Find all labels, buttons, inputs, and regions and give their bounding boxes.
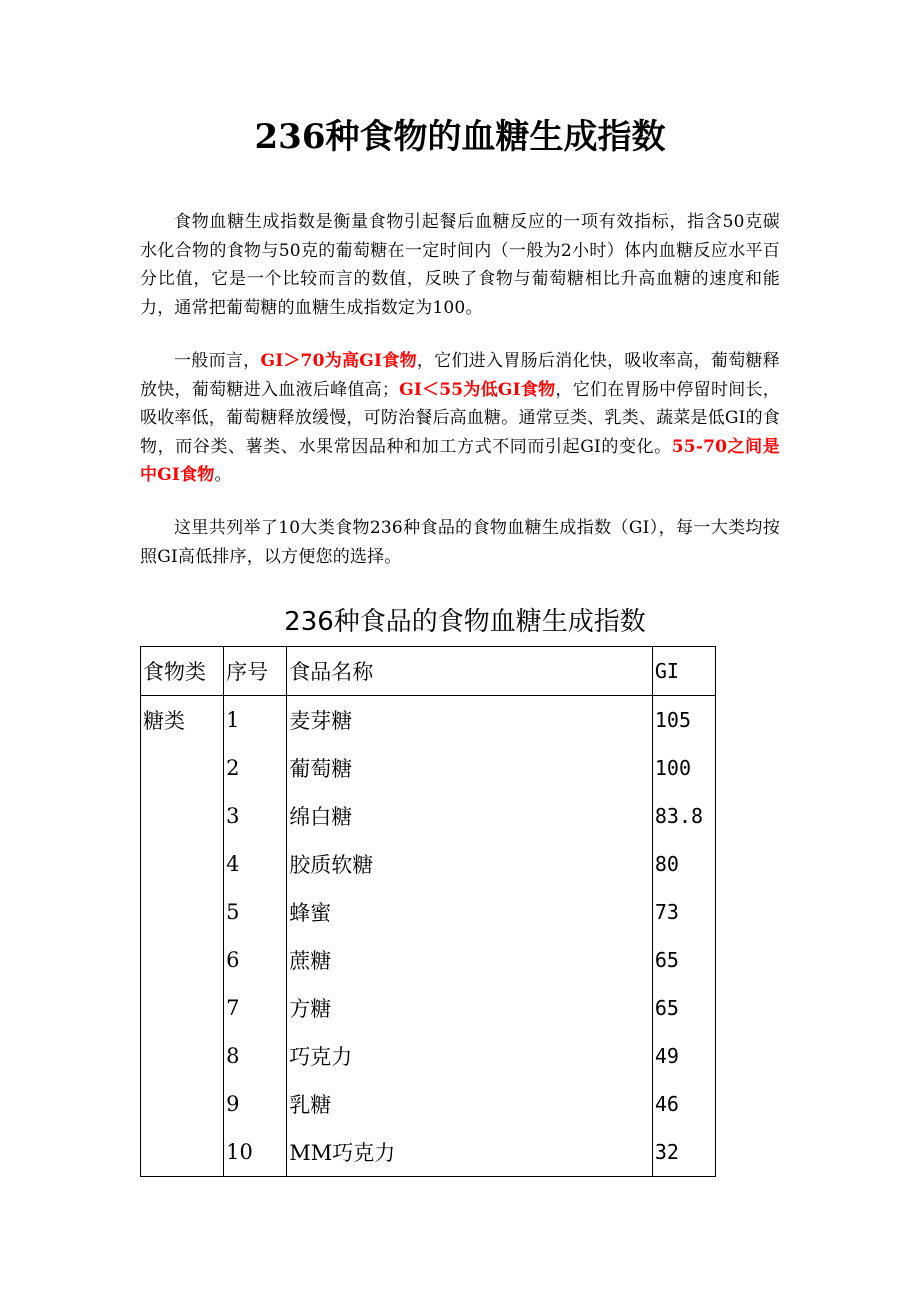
- gi-cell: 80: [652, 840, 715, 888]
- header-gi: GI: [652, 647, 715, 696]
- category-cell: [141, 840, 224, 888]
- gi-cell: 105: [652, 696, 715, 745]
- gi-cell: 65: [652, 984, 715, 1032]
- seq-cell: 8: [224, 1032, 287, 1080]
- seq-cell: 7: [224, 984, 287, 1032]
- table-row: [141, 792, 716, 840]
- paragraph-text: ，它们在胃肠中停留时间长，吸收率低，葡萄糖释放缓慢，可防治餐后高血糖。通常豆类、乳类、蔬菜是低GI的食物，而谷类、薯类、水果常因品种和加工方式不同而引起GI的变化。: [140, 379, 780, 457]
- gi-cell: 83.8: [652, 792, 715, 840]
- intro-paragraph: 食物血糖生成指数是衡量食物引起餐后血糖反应的一项有效指标，指含50克碳水化合物的食物与50克的葡萄糖在一定时间内（一般为2小时）体内血糖反应水平百分比值，它是一个比较而言的数值，反映了食物与葡萄糖相比升高血糖的速度和能力，通常把葡萄糖的血糖生成指数定为100。: [140, 212, 780, 318]
- seq-cell: 2: [224, 744, 287, 792]
- seq-cell: 5: [224, 888, 287, 936]
- category-cell: [141, 744, 224, 792]
- table-row: [141, 840, 716, 888]
- mid-gi-highlight: 55-70之间是中GI食物: [140, 436, 780, 485]
- category-cell: [141, 1080, 224, 1128]
- name-cell: MM巧克力: [287, 1128, 653, 1177]
- header-seq: 序号: [224, 647, 287, 696]
- category-cell: 糖类: [141, 696, 224, 745]
- gi-cell: 49: [652, 1032, 715, 1080]
- name-cell: 葡萄糖: [287, 744, 653, 792]
- category-cell: [141, 1128, 224, 1177]
- seq-cell: 3: [224, 792, 287, 840]
- high-gi-highlight: GI＞70为高GI食物: [260, 351, 417, 371]
- table-row: [141, 696, 716, 745]
- category-cell: [141, 984, 224, 1032]
- seq-cell: 9: [224, 1080, 287, 1128]
- name-cell: 麦芽糖: [287, 696, 653, 745]
- name-cell: 蜂蜜: [287, 888, 653, 936]
- name-cell: 巧克力: [287, 1032, 653, 1080]
- paragraph-text: 一般而言，: [174, 351, 261, 371]
- gi-table: [140, 646, 716, 1177]
- gi-cell: 100: [652, 744, 715, 792]
- table-row: [141, 744, 716, 792]
- summary-paragraph: 这里共列举了10大类食物236种食品的食物血糖生成指数（GI），每一大类均按照GI高低排序，以方便您的选择。: [140, 518, 780, 567]
- table-row: [141, 1128, 716, 1177]
- seq-cell: 10: [224, 1128, 287, 1177]
- category-cell: [141, 792, 224, 840]
- table-row: [141, 1032, 716, 1080]
- header-category: 食物类: [141, 647, 224, 696]
- seq-cell: 6: [224, 936, 287, 984]
- header-name: 食品名称: [287, 647, 653, 696]
- gi-cell: 46: [652, 1080, 715, 1128]
- name-cell: 方糖: [287, 984, 653, 1032]
- seq-cell: 4: [224, 840, 287, 888]
- name-cell: 乳糖: [287, 1080, 653, 1128]
- table-row: [141, 936, 716, 984]
- table-row: [141, 1080, 716, 1128]
- category-cell: [141, 1032, 224, 1080]
- page-title: 236种食物的血糖生成指数: [254, 117, 666, 157]
- table-row: [141, 888, 716, 936]
- low-gi-highlight: GI＜55为低GI食物: [399, 379, 556, 400]
- seq-cell: 1: [224, 696, 287, 745]
- gi-cell: 32: [652, 1128, 715, 1177]
- paragraph-text: 。: [214, 465, 232, 485]
- category-cell: [141, 888, 224, 936]
- name-cell: 胶质软糖: [287, 840, 653, 888]
- name-cell: 绵白糖: [287, 792, 653, 840]
- paragraph-text: ，它们进入胃肠后消化快，吸收率高，葡萄糖释放快，葡萄糖进入血液后峰值高；: [140, 351, 780, 400]
- table-header-row: [141, 647, 716, 696]
- table-title: 236种食品的食物血糖生成指数: [284, 607, 646, 637]
- name-cell: 蔗糖: [287, 936, 653, 984]
- gi-cell: 65: [652, 936, 715, 984]
- gi-cell: 73: [652, 888, 715, 936]
- table-row: [141, 984, 716, 1032]
- gi-classification-paragraph: [140, 347, 780, 490]
- category-cell: [141, 936, 224, 984]
